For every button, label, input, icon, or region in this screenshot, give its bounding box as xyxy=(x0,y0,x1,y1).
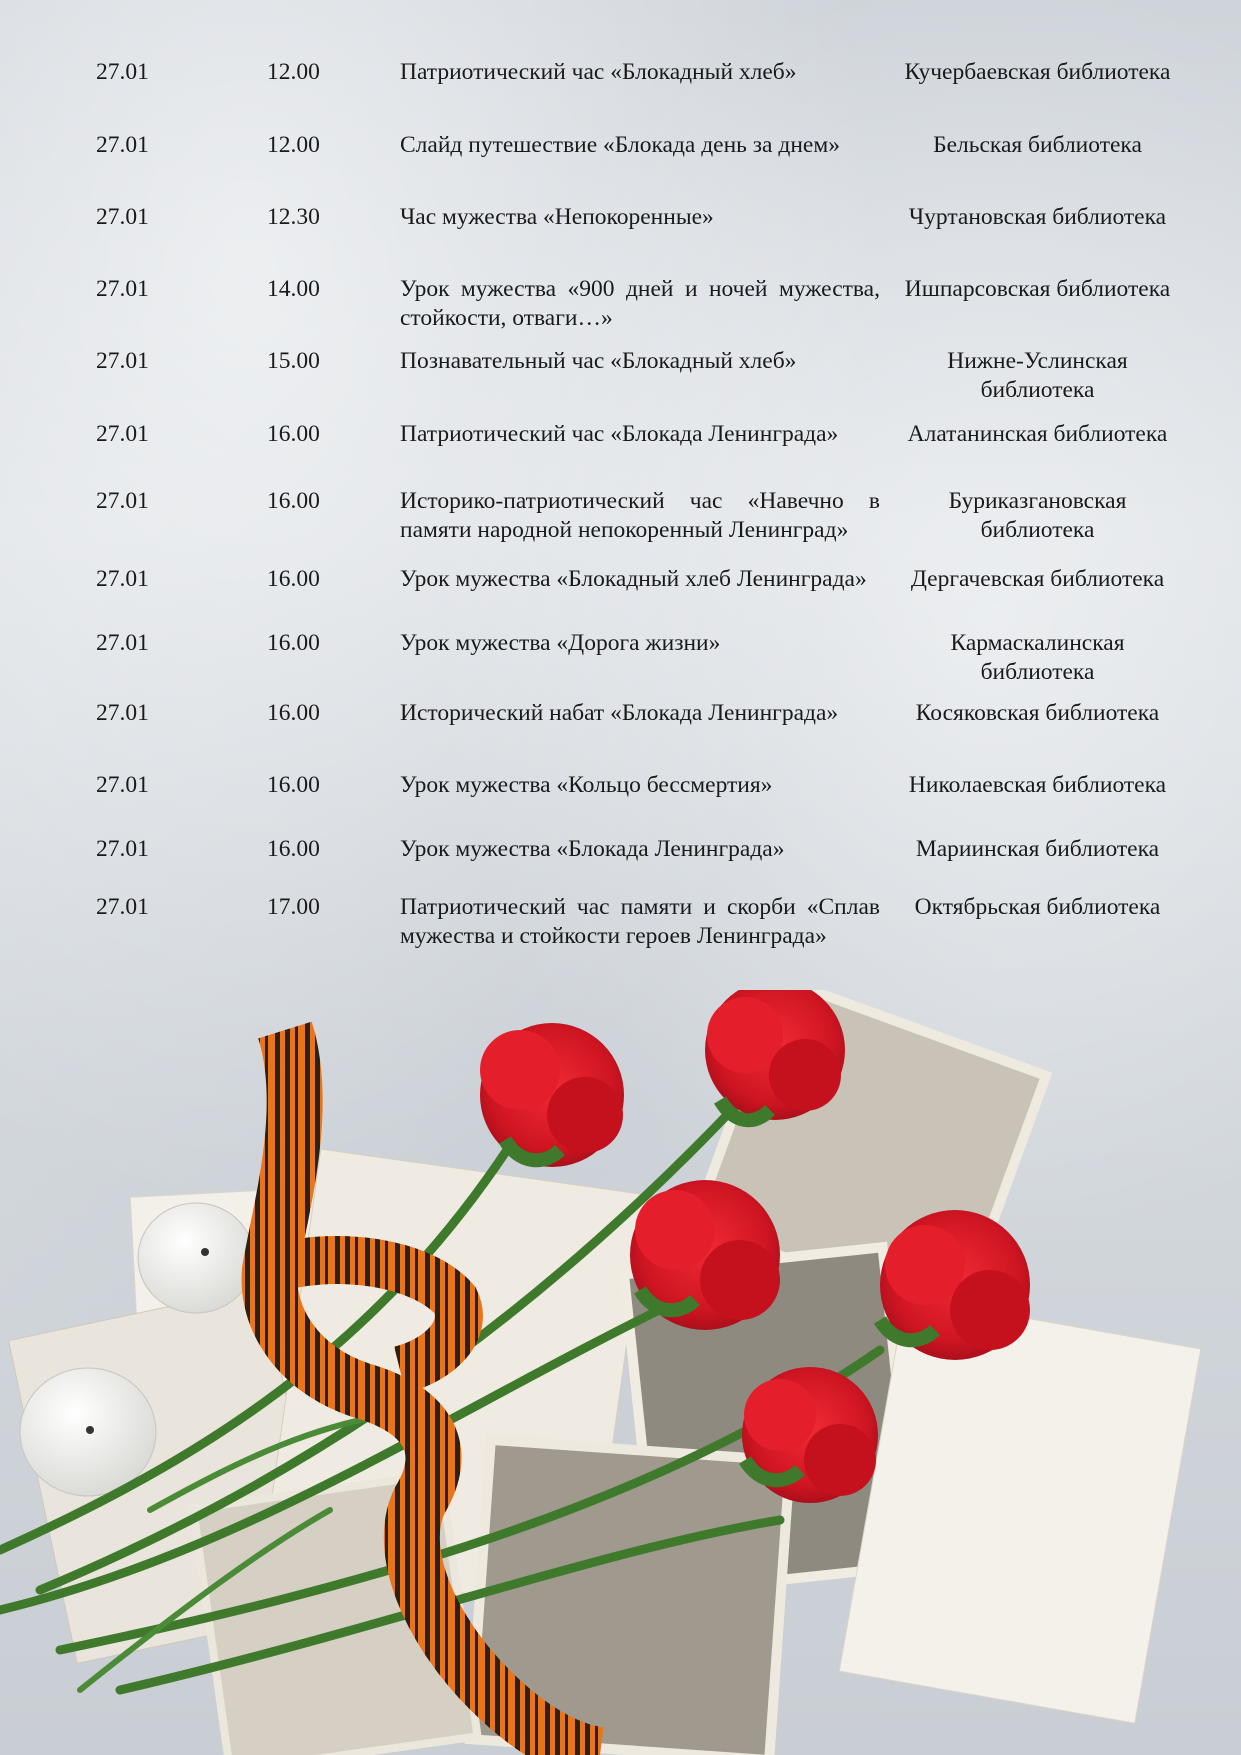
event-library: Нижне-Услинская библиотека xyxy=(947,348,1128,403)
event-time: 16.00 xyxy=(267,630,320,656)
event-date: 27.01 xyxy=(96,566,149,592)
event-title: Слайд путешествие «Блокада день за днем» xyxy=(400,132,840,158)
event-library: Николаевская библиотека xyxy=(908,772,1167,798)
event-time: 16.00 xyxy=(267,421,320,447)
event-library: Чуртановская библиотека xyxy=(908,204,1167,230)
event-time: 16.00 xyxy=(267,566,320,592)
event-time: 17.00 xyxy=(267,894,320,920)
event-library: Косяковская библиотека xyxy=(915,700,1160,726)
event-library: Алатанинская библиотека xyxy=(907,421,1168,447)
event-date: 27.01 xyxy=(96,488,149,514)
letter-sheet xyxy=(839,1297,1200,1723)
event-date: 27.01 xyxy=(96,700,149,726)
event-title: Урок мужества «Блокадный хлеб Ленинграда» xyxy=(400,566,867,592)
event-library: Кармаскалинская библиотека xyxy=(950,630,1125,685)
event-time: 14.00 xyxy=(267,276,320,302)
carnation xyxy=(480,1023,624,1167)
event-library: Ишпарсовская библиотека xyxy=(904,276,1171,302)
event-library: Дергачевская библиотека xyxy=(910,566,1165,592)
event-title: Урок мужества «900 дней и ночей мужества, стойкости, отваги…» xyxy=(400,276,880,331)
event-title: Урок мужества «Блокада Ленинграда» xyxy=(400,836,785,862)
event-library: Кучербаевская библиотека xyxy=(904,59,1171,85)
event-date: 27.01 xyxy=(96,348,149,374)
event-time: 16.00 xyxy=(267,700,320,726)
event-date: 27.01 xyxy=(96,276,149,302)
candle-wick xyxy=(201,1248,209,1256)
event-library: Октябрьская библиотека xyxy=(914,894,1161,920)
event-date: 27.01 xyxy=(96,59,149,85)
event-title: Исторический набат «Блокада Ленинграда» xyxy=(400,700,839,726)
event-time: 16.00 xyxy=(267,772,320,798)
carnation xyxy=(880,1210,1030,1360)
event-date: 27.01 xyxy=(96,894,149,920)
event-date: 27.01 xyxy=(96,132,149,158)
event-title: Патриотический час «Блокада Ленинграда» xyxy=(400,421,839,447)
event-library: Бельская библиотека xyxy=(933,132,1142,158)
event-time: 12.00 xyxy=(267,132,320,158)
event-title: Урок мужества «Кольцо бессмертия» xyxy=(400,772,773,798)
event-title: Час мужества «Непокоренные» xyxy=(400,204,714,230)
event-time: 16.00 xyxy=(267,488,320,514)
event-title: Патриотический час «Блокадный хлеб» xyxy=(400,59,797,85)
event-date: 27.01 xyxy=(96,772,149,798)
event-date: 27.01 xyxy=(96,204,149,230)
event-library: Буриказгановская библиотека xyxy=(948,488,1127,543)
carnation xyxy=(630,1180,780,1330)
event-date: 27.01 xyxy=(96,630,149,656)
event-time: 15.00 xyxy=(267,348,320,374)
event-title: Патриотический час памяти и скорби «Сплав мужества и стойкости героев Ленинграда» xyxy=(400,894,880,949)
candle xyxy=(138,1203,254,1313)
event-library: Мариинская библиотека xyxy=(915,836,1160,862)
carnation xyxy=(742,1367,878,1503)
memorial-illustration xyxy=(0,990,1241,1755)
event-time: 12.00 xyxy=(267,59,320,85)
event-title: Урок мужества «Дорога жизни» xyxy=(400,630,721,656)
event-date: 27.01 xyxy=(96,836,149,862)
carnation xyxy=(705,990,845,1120)
event-title: Историко-патриотический час «Навечно в памяти народной непокоренный Ленинград» xyxy=(400,488,880,543)
event-time: 12.30 xyxy=(267,204,320,230)
event-title: Познавательный час «Блокадный хлеб» xyxy=(400,348,797,374)
event-time: 16.00 xyxy=(267,836,320,862)
event-date: 27.01 xyxy=(96,421,149,447)
candle-wick xyxy=(86,1426,94,1434)
